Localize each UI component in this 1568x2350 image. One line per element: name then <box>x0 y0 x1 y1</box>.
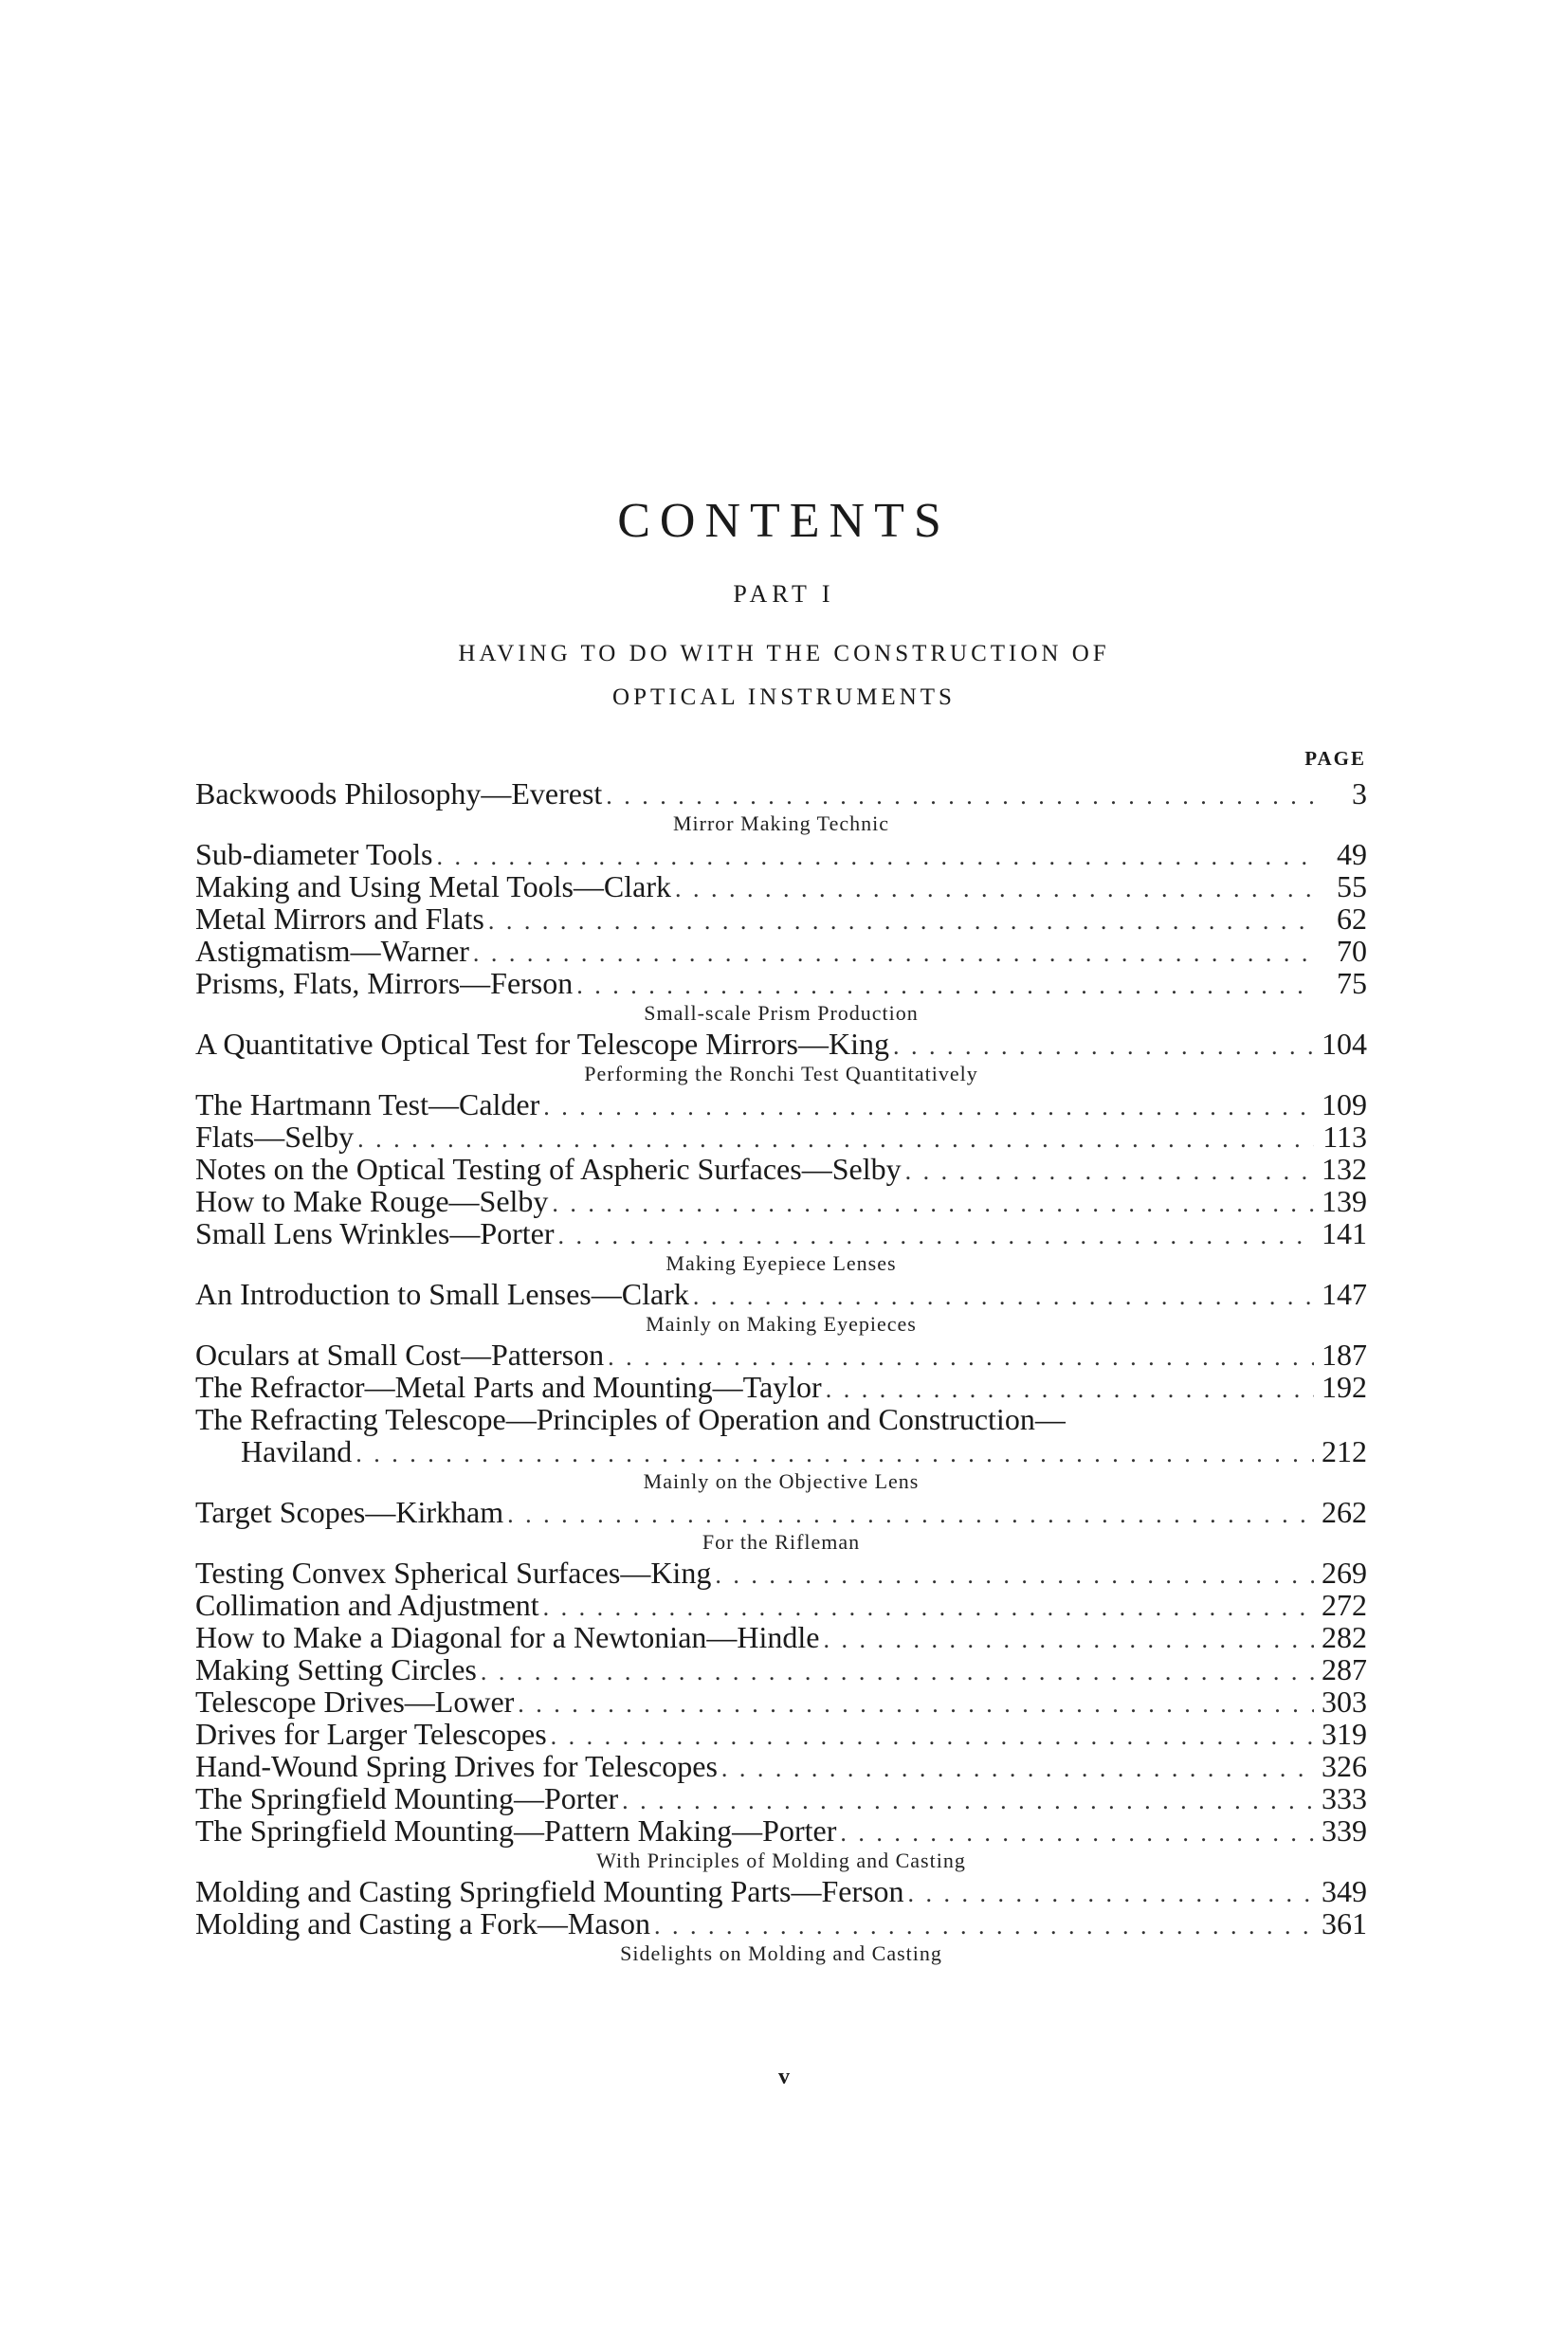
toc-dot-leader <box>357 1123 1314 1156</box>
toc-entry-title: Making and Using Metal Tools—Clark <box>195 869 672 903</box>
toc-section-note: Mainly on the Objective Lens <box>643 1469 920 1493</box>
toc-section-note: Mainly on Making Eyepieces <box>646 1312 917 1336</box>
toc-entry <box>195 1557 1367 1589</box>
toc-dot-leader <box>622 1785 1314 1817</box>
toc-entry-title: The Refractor—Metal Parts and Mounting—Taylor <box>195 1370 822 1404</box>
toc-entry-title: How to Make a Diagonal for a Newtonian—Hindle <box>195 1620 820 1654</box>
toc-entry <box>195 1371 1367 1403</box>
toc-section-note: With Principles of Molding and Casting <box>596 1849 966 1872</box>
toc-entry <box>195 1217 1367 1249</box>
toc-page-number: 339 <box>1322 1813 1367 1848</box>
toc-entry-title: Small Lens Wrinkles—Porter <box>195 1216 555 1250</box>
toc-entry-title: Hand-Wound Spring Drives for Telescopes <box>195 1749 718 1783</box>
toc-entry-title: A Quantitative Optical Test for Telescope Mirrors—King <box>195 1027 889 1061</box>
toc-entry-title: Sub-diameter Tools <box>195 837 433 871</box>
toc-dot-leader <box>551 1721 1314 1753</box>
toc-entry <box>195 1339 1367 1371</box>
toc-entry-title: Target Scopes—Kirkham <box>195 1495 504 1529</box>
toc-dot-leader <box>715 1559 1314 1592</box>
toc-entry <box>195 870 1367 902</box>
toc-page-number: 319 <box>1322 1717 1367 1751</box>
toc-dot-leader <box>473 938 1314 970</box>
toc-page-number: 113 <box>1322 1120 1367 1154</box>
toc-entry-title: Backwoods Philosophy—Everest <box>195 776 603 811</box>
toc-entry <box>195 1750 1367 1782</box>
toc-dot-leader <box>543 1091 1314 1123</box>
toc-entry-title: Oculars at Small Cost—Patterson <box>195 1338 605 1372</box>
toc-entry <box>195 967 1367 999</box>
toc-dot-leader <box>608 1341 1314 1374</box>
toc-entry <box>195 1153 1367 1185</box>
toc-dot-leader <box>654 1910 1314 1942</box>
toc-page-number: 187 <box>1322 1338 1367 1372</box>
toc-dot-leader <box>552 1188 1314 1220</box>
toc-entry-title: Metal Mirrors and Flats <box>195 902 484 936</box>
toc-entry <box>195 838 1367 870</box>
toc-entry <box>195 1814 1367 1847</box>
toc-entry-title: Molding and Casting a Fork—Mason <box>195 1906 650 1940</box>
toc-entry <box>195 1496 1367 1528</box>
toc-section-note: Sidelights on Molding and Casting <box>620 1941 942 1965</box>
toc-entry <box>195 1185 1367 1217</box>
contents-title: CONTENTS <box>617 494 951 548</box>
toc-entry <box>195 1120 1367 1153</box>
toc-entry <box>195 935 1367 967</box>
toc-page-number: 287 <box>1322 1652 1367 1686</box>
toc-section-note: Mirror Making Technic <box>672 811 889 835</box>
toc-entry-title: An Introduction to Small Lenses—Clark <box>195 1277 689 1311</box>
toc-page-number: 75 <box>1337 966 1367 1000</box>
toc-dot-leader <box>488 905 1314 938</box>
toc-dot-leader <box>507 1499 1314 1531</box>
toc-page-number: 132 <box>1322 1152 1367 1186</box>
table-of-contents <box>195 777 1367 1968</box>
toc-section-note: Performing the Ronchi Test Quantitatively <box>584 1062 978 1085</box>
toc-entry <box>195 777 1367 810</box>
toc-page-number: 141 <box>1322 1216 1367 1250</box>
toc-page-number: 55 <box>1337 869 1367 903</box>
toc-dot-leader <box>721 1753 1314 1785</box>
toc-dot-leader <box>558 1220 1314 1252</box>
toc-entry-title: Haviland <box>241 1434 353 1468</box>
toc-page-number: 349 <box>1322 1874 1367 1908</box>
toc-dot-leader <box>518 1688 1314 1721</box>
toc-entry <box>195 1278 1367 1310</box>
toc-dot-leader <box>908 1878 1314 1910</box>
toc-page-number: 326 <box>1322 1749 1367 1783</box>
toc-entry <box>195 1028 1367 1060</box>
toc-section-note: Making Eyepiece Lenses <box>665 1251 897 1275</box>
toc-entry <box>195 1403 1367 1435</box>
toc-entry-title: Notes on the Optical Testing of Aspheric Surfaces—Selby <box>195 1152 902 1186</box>
toc-entry-title: Astigmatism—Warner <box>195 934 469 968</box>
toc-entry-title: Drives for Larger Telescopes <box>195 1717 547 1751</box>
toc-entry-title: The Refracting Telescope—Principles of Operation and Construction— <box>195 1402 1066 1436</box>
toc-entry <box>195 1685 1367 1718</box>
toc-dot-leader <box>826 1374 1314 1406</box>
toc-entry-title: Flats—Selby <box>195 1120 355 1154</box>
toc-entry-title: The Springfield Mounting—Porter <box>195 1781 619 1815</box>
part-subtitle-line-2: OPTICAL INSTRUMENTS <box>612 684 956 710</box>
toc-entry <box>195 1589 1367 1621</box>
toc-page-number: 272 <box>1322 1588 1367 1622</box>
page-column-label: PAGE <box>1304 747 1366 770</box>
toc-entry-title: Collimation and Adjustment <box>195 1588 539 1622</box>
toc-page-number: 49 <box>1337 837 1367 871</box>
toc-entry-title: Making Setting Circles <box>195 1652 477 1686</box>
toc-dot-leader <box>576 970 1314 1002</box>
toc-dot-leader <box>606 780 1314 812</box>
toc-page-number: 70 <box>1337 934 1367 968</box>
toc-entry-title: Molding and Casting Springfield Mounting Parts—Ferson <box>195 1874 904 1908</box>
toc-dot-leader <box>693 1281 1314 1313</box>
toc-entry-title: The Hartmann Test—Calder <box>195 1087 540 1121</box>
toc-dot-leader <box>356 1438 1314 1470</box>
toc-section-note: For the Rifleman <box>702 1530 861 1554</box>
toc-page-number: 361 <box>1322 1906 1367 1940</box>
toc-dot-leader <box>905 1156 1314 1188</box>
toc-entry <box>195 1718 1367 1750</box>
toc-page-number: 109 <box>1322 1087 1367 1121</box>
toc-dot-leader <box>675 873 1314 905</box>
toc-entry <box>195 1875 1367 1907</box>
toc-page-number: 212 <box>1322 1434 1367 1468</box>
toc-page-number: 303 <box>1322 1685 1367 1719</box>
toc-entry <box>195 1621 1367 1653</box>
toc-page-number: 62 <box>1337 902 1367 936</box>
toc-entry-title: How to Make Rouge—Selby <box>195 1184 549 1218</box>
toc-page-number: 139 <box>1322 1184 1367 1218</box>
toc-page-number: 3 <box>1352 776 1367 811</box>
toc-entry <box>195 1653 1367 1685</box>
toc-entry <box>195 1782 1367 1814</box>
toc-entry <box>195 902 1367 935</box>
page-folio: v <box>778 2065 790 2089</box>
part-heading: PART I <box>733 580 835 608</box>
toc-entry-title: Testing Convex Spherical Surfaces—King <box>195 1556 712 1590</box>
toc-page-number: 104 <box>1322 1027 1367 1061</box>
toc-page-number: 192 <box>1322 1370 1367 1404</box>
toc-dot-leader <box>543 1592 1314 1624</box>
toc-entry-continuation <box>195 1435 1367 1467</box>
toc-page-number: 333 <box>1322 1781 1367 1815</box>
toc-dot-leader <box>823 1624 1314 1656</box>
toc-entry-title: The Springfield Mounting—Pattern Making—Porter <box>195 1813 837 1848</box>
toc-page-number: 262 <box>1322 1495 1367 1529</box>
toc-dot-leader <box>436 841 1314 873</box>
toc-page-number: 282 <box>1322 1620 1367 1654</box>
part-subtitle-line-1: HAVING TO DO WITH THE CONSTRUCTION OF <box>458 641 1110 666</box>
toc-page-number: 269 <box>1322 1556 1367 1590</box>
toc-entry-title: Prisms, Flats, Mirrors—Ferson <box>195 966 574 1000</box>
toc-dot-leader <box>481 1656 1314 1688</box>
toc-entry-title: Telescope Drives—Lower <box>195 1685 515 1719</box>
toc-page-number: 147 <box>1322 1277 1367 1311</box>
toc-entry <box>195 1907 1367 1940</box>
toc-entry <box>195 1088 1367 1120</box>
toc-dot-leader <box>840 1817 1314 1849</box>
toc-section-note: Small-scale Prism Production <box>644 1001 919 1025</box>
toc-dot-leader <box>893 1030 1314 1063</box>
